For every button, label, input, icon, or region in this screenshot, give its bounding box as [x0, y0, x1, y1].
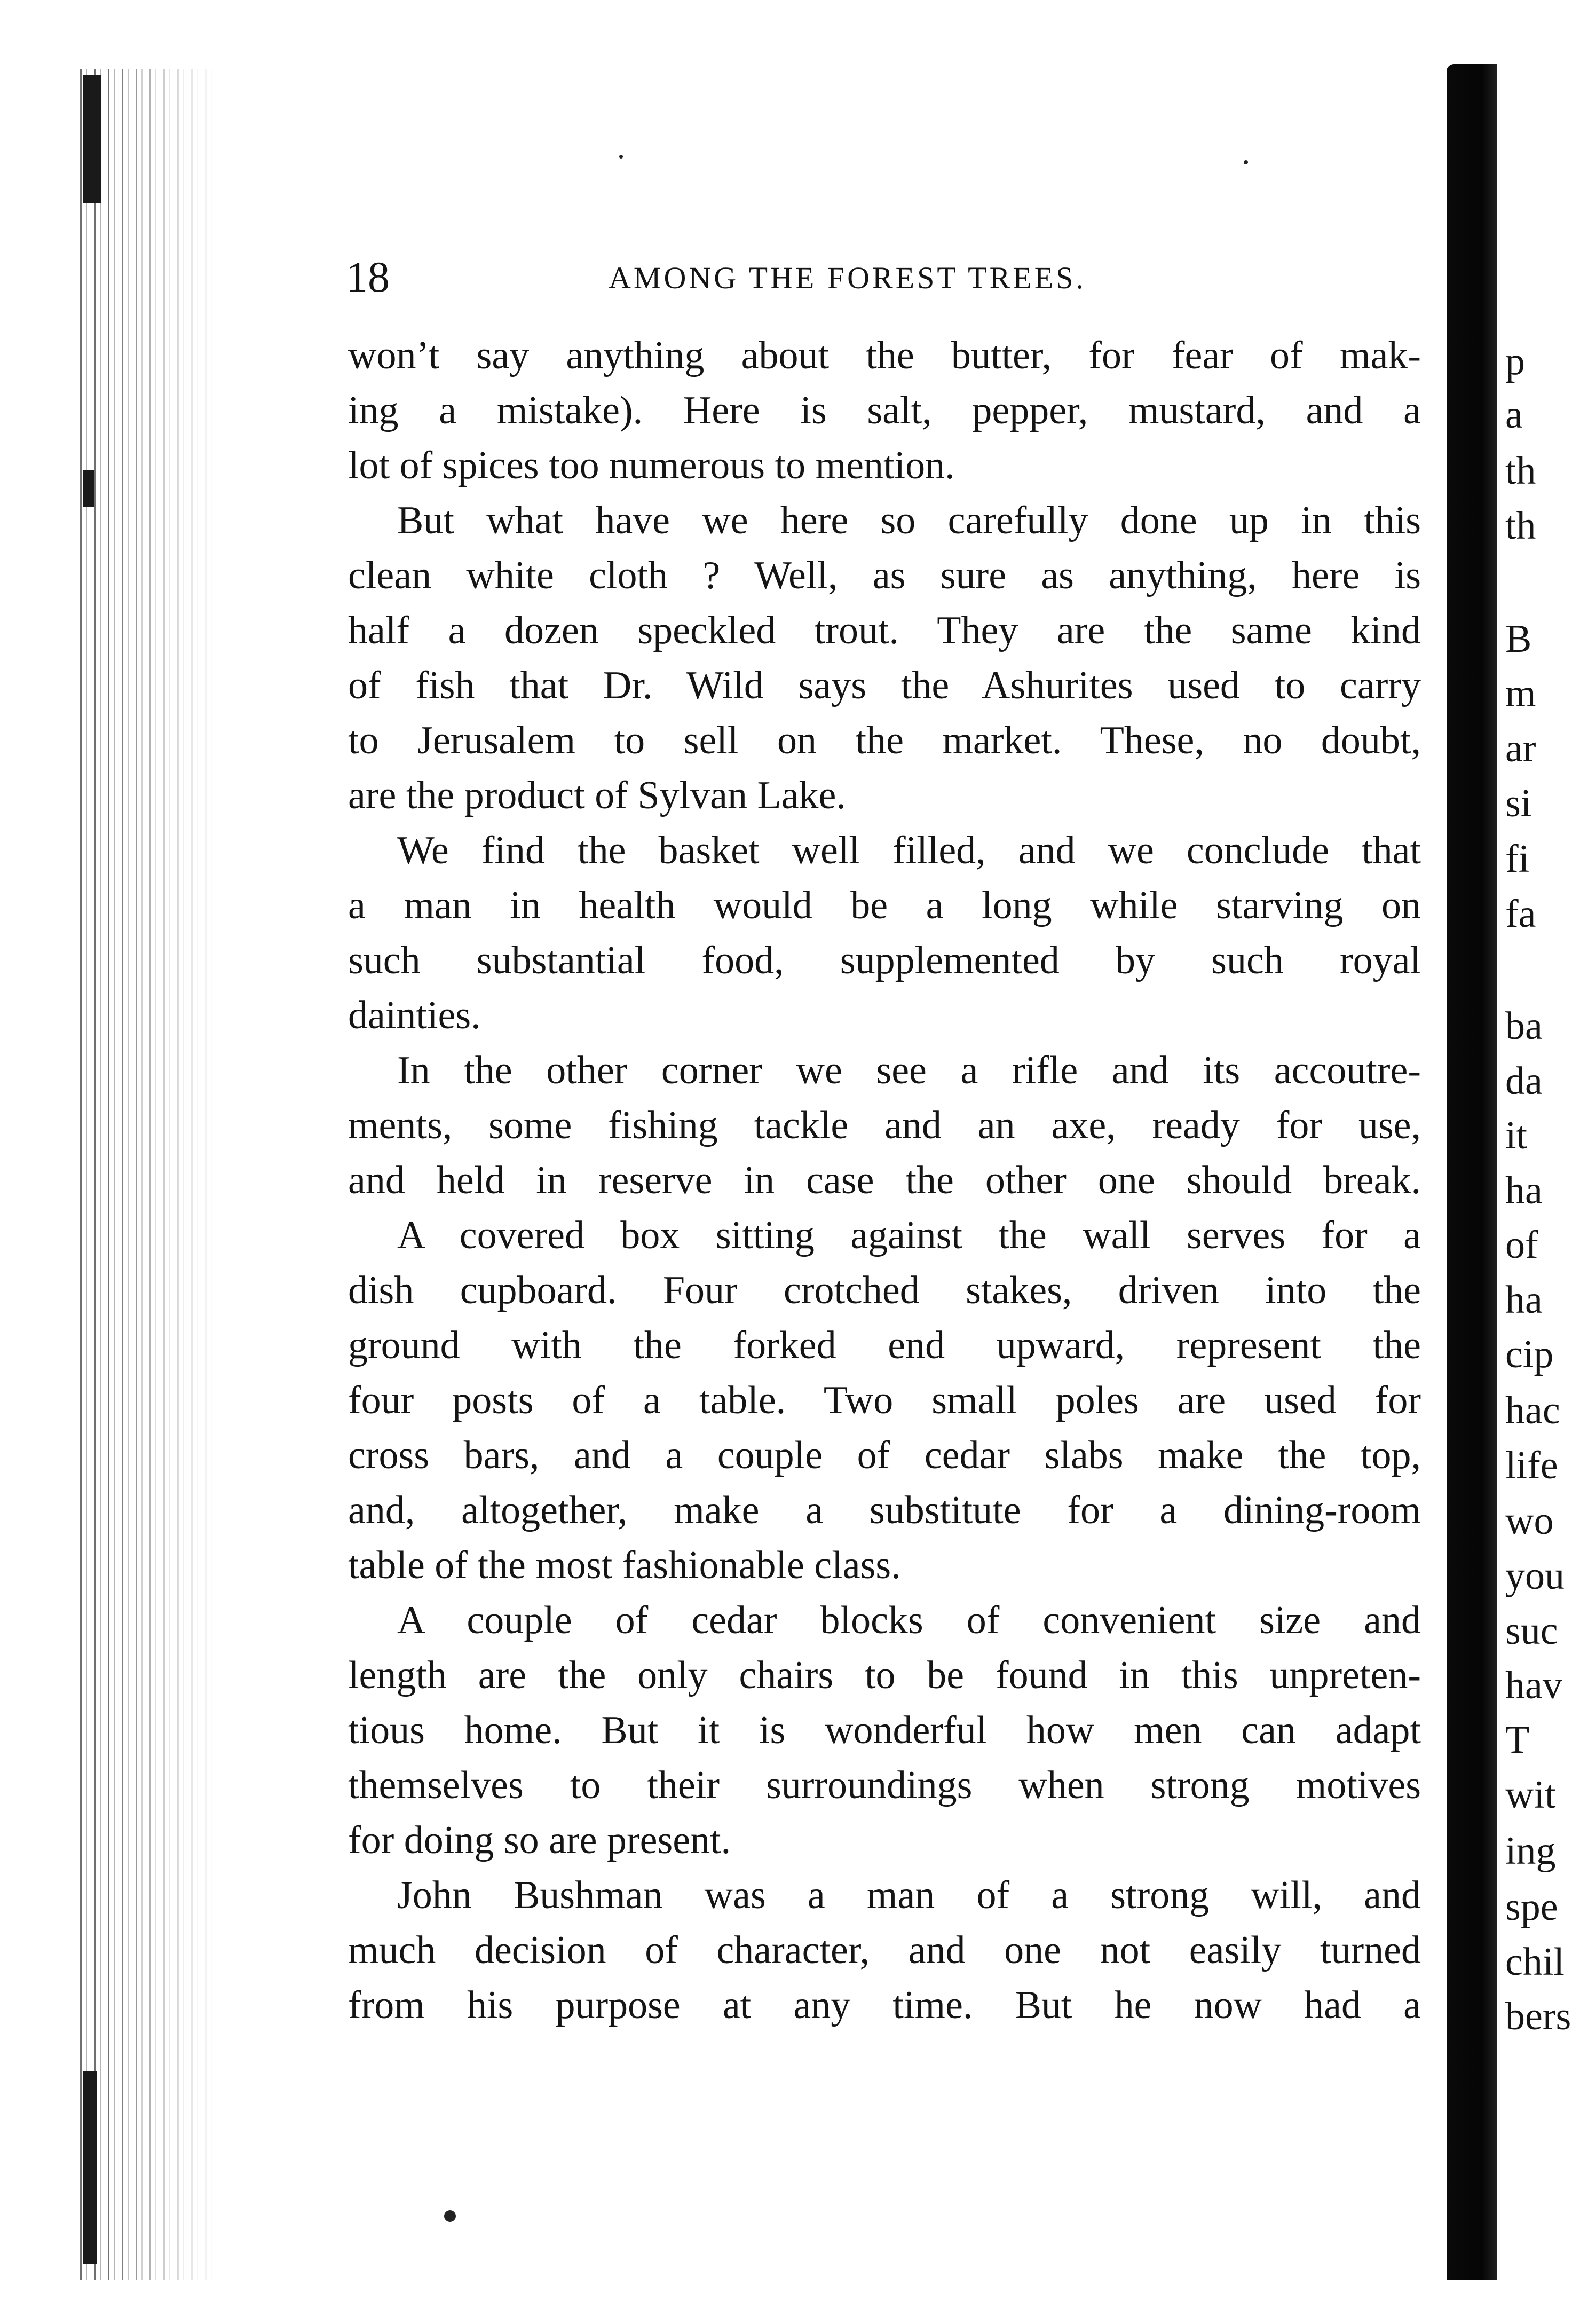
text-line: length are the only chairs to be found in this unpreten- [348, 1653, 1421, 1697]
text-line: from his purpose at any time. But he now had a [348, 1983, 1421, 2027]
page-header [342, 255, 1425, 314]
text-line: clean white cloth ? Well, as sure as anything, here is [348, 554, 1421, 597]
text-line: A couple of cedar blocks of convenient size and [397, 1598, 1421, 1642]
text-line: But what have we here so carefully done up in this [397, 499, 1421, 542]
facing-page-fragment: wit [1505, 1773, 1556, 1817]
facing-page-fragment: ba [1505, 1004, 1543, 1048]
scan-speck [619, 155, 623, 159]
text-line: for doing so are present. [348, 1818, 731, 1862]
text-line: to Jerusalem to sell on the market. These, no doubt, [348, 719, 1421, 762]
text-line: much decision of character, and one not easily turned [348, 1928, 1421, 1972]
text-line: of fish that Dr. Wild says the Ashurites used to carry [348, 664, 1421, 707]
facing-page-fragment: si [1505, 782, 1532, 825]
text-line: tious home. But it is wonderful how men can adapt [348, 1708, 1421, 1752]
facing-page-fragment: B [1505, 617, 1532, 661]
text-line: A covered box sitting against the wall serves for a [397, 1214, 1421, 1257]
facing-page-fragment: T [1505, 1718, 1530, 1762]
facing-page-fragment: you [1505, 1554, 1565, 1598]
facing-page-fragment: ha [1505, 1169, 1543, 1212]
page-number: 18 [346, 253, 390, 301]
running-head: AMONG THE FOREST TREES. [609, 261, 1086, 295]
text-line: ing a mistake). Here is salt, pepper, mustard, and a [348, 389, 1421, 432]
text-line: We find the basket well filled, and we conclude that [397, 829, 1421, 872]
text-line: dainties. [348, 994, 481, 1037]
facing-page-fragment: ar [1505, 727, 1536, 770]
facing-page-fragment: hac [1505, 1389, 1560, 1432]
facing-page-fragment: hav [1505, 1664, 1562, 1707]
scan-speck [1244, 160, 1248, 164]
text-line: won’t say anything about the butter, for fear of mak- [348, 334, 1421, 377]
facing-page-fragment: ing [1505, 1829, 1556, 1873]
text-line: such substantial food, supplemented by such royal [348, 939, 1421, 982]
text-line: four posts of a table. Two small poles are used for [348, 1378, 1421, 1422]
body-text [348, 328, 1421, 2033]
text-line: table of the most fashionable class. [348, 1543, 901, 1587]
text-line: half a dozen speckled trout. They are the same kind [348, 609, 1421, 652]
facing-page-fragment: cip [1505, 1333, 1554, 1376]
facing-page-fragment: da [1505, 1059, 1543, 1103]
facing-page-fragment: wo [1505, 1499, 1554, 1543]
text-line: In the other corner we see a rifle and its accoutre- [397, 1049, 1421, 1092]
text-line: John Bushman was a man of a strong will, and [397, 1873, 1421, 1917]
text-line: cross bars, and a couple of cedar slabs make the top, [348, 1433, 1421, 1477]
facing-page-fragment: a [1505, 393, 1523, 437]
facing-page-fragment: th [1505, 449, 1536, 493]
text-line: ground with the forked end upward, represent the [348, 1324, 1421, 1367]
text-line: dish cupboard. Four crotched stakes, driven into the [348, 1269, 1421, 1312]
text-line: and held in reserve in case the other one should break. [348, 1159, 1421, 1202]
text-line: a man in health would be a long while starving on [348, 884, 1421, 927]
facing-page-fragment: life [1505, 1444, 1558, 1487]
text-line: are the product of Sylvan Lake. [348, 774, 846, 817]
facing-page-fragment: of [1505, 1223, 1538, 1267]
text-line: and, altogether, make a substitute for a dining-room [348, 1488, 1421, 1532]
facing-page-fragment: p [1505, 340, 1525, 383]
facing-page-fragment: spe [1505, 1885, 1558, 1929]
facing-page-fragment: m [1505, 672, 1536, 715]
facing-page-fragment: th [1505, 504, 1536, 548]
facing-page-fragment: fi [1505, 837, 1530, 881]
facing-page-fragment: it [1505, 1114, 1528, 1157]
facing-page-fragment: ha [1505, 1278, 1543, 1322]
facing-page-fragment: suc [1505, 1609, 1558, 1653]
text-line: ments, some fishing tackle and an axe, ready for use, [348, 1104, 1421, 1147]
scan-speck [444, 2210, 456, 2222]
facing-page-fragment: fa [1505, 892, 1536, 936]
text-line: themselves to their surroundings when strong motives [348, 1763, 1421, 1807]
facing-page-fragment: bers [1505, 1995, 1571, 2038]
text-line: lot of spices too numerous to mention. [348, 444, 955, 487]
facing-page-fragment: chil [1505, 1940, 1565, 1984]
